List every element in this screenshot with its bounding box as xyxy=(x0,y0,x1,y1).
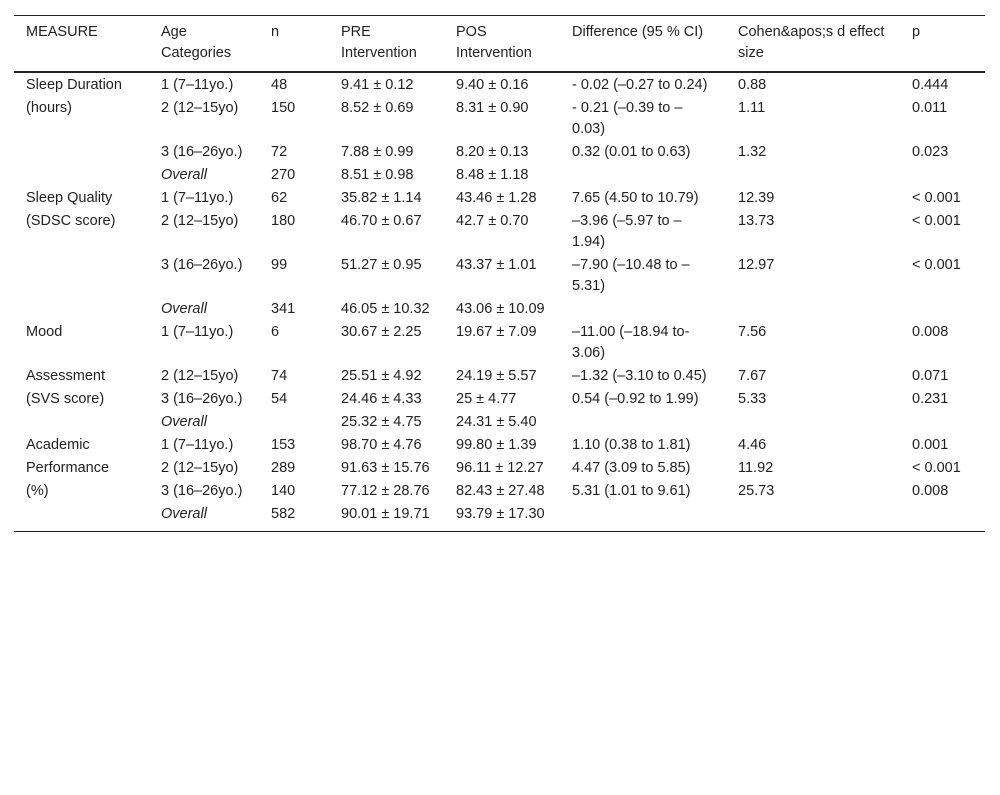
cell-age-category: 2 (12–15yo) xyxy=(161,460,239,476)
cell-p: 0.001 xyxy=(912,437,949,453)
cell-age-category: 3 (16–26yo.) xyxy=(161,257,243,273)
cell-pre: 30.67 ± 2.25 xyxy=(341,324,422,340)
cell-cohens-d xyxy=(726,503,900,532)
cell-n: 341 xyxy=(271,301,296,317)
cell-age-category: Overall xyxy=(161,414,207,430)
table-row xyxy=(14,480,985,503)
cell-pos: 24.19 ± 5.57 xyxy=(456,368,537,384)
cell-p: 0.008 xyxy=(912,324,949,340)
cell-cohens-d: 25.73 xyxy=(738,483,775,499)
cell-measure xyxy=(14,298,149,321)
cell-age-category: 1 (7–11yo.) xyxy=(161,77,234,93)
cell-age-category: 2 (12–15yo) xyxy=(161,213,239,229)
cell-measure xyxy=(14,503,149,532)
cell-measure xyxy=(14,164,149,187)
cell-cohens-d: 1.32 xyxy=(738,144,767,160)
cell-p: < 0.001 xyxy=(912,460,961,476)
cell-pre: 90.01 ± 19.71 xyxy=(341,506,430,522)
cell-age-category: 1 (7–11yo.) xyxy=(161,324,234,340)
cell-p: < 0.001 xyxy=(912,257,961,273)
cell-difference xyxy=(560,503,726,532)
table-row xyxy=(14,72,985,97)
cell-n: 99 xyxy=(271,257,288,273)
cell-age-category: 3 (16–26yo.) xyxy=(161,144,243,160)
cell-cohens-d: 13.73 xyxy=(738,213,775,229)
cell-p: 0.071 xyxy=(912,368,949,384)
cell-cohens-d: 12.97 xyxy=(738,257,775,273)
cell-age-category: Overall xyxy=(161,506,207,522)
table-row xyxy=(14,365,985,388)
cell-pre: 25.32 ± 4.75 xyxy=(341,414,422,430)
cell-pos: 24.31 ± 5.40 xyxy=(456,414,537,430)
cell-n: 270 xyxy=(271,167,296,183)
cell-difference: ‒11.00 (‒18.94 to-3.06) xyxy=(572,324,690,361)
cell-pos: 42.7 ± 0.70 xyxy=(456,213,529,229)
table-row xyxy=(14,254,985,298)
cell-age-category: 1 (7–11yo.) xyxy=(161,437,234,453)
cell-difference: 1.10 (0.38 to 1.81) xyxy=(572,437,691,453)
cell-p xyxy=(900,411,985,434)
table-row xyxy=(14,164,985,187)
cell-measure: (SDSC score) xyxy=(26,213,116,229)
cell-pos: 82.43 ± 27.48 xyxy=(456,483,545,499)
cell-difference: 7.65 (4.50 to 10.79) xyxy=(572,190,699,206)
table-row xyxy=(14,97,985,141)
cell-n: 140 xyxy=(271,483,296,499)
cell-pre: 98.70 ± 4.76 xyxy=(341,437,422,453)
cell-difference: 4.47 (3.09 to 5.85) xyxy=(572,460,691,476)
cell-p xyxy=(900,164,985,187)
cell-measure xyxy=(14,141,149,164)
cell-age-category: 3 (16–26yo.) xyxy=(161,483,243,499)
cell-difference: ‒1.32 (‒3.10 to 0.45) xyxy=(572,368,707,384)
table-row xyxy=(14,503,985,532)
cell-measure xyxy=(14,254,149,298)
cell-measure: Academic xyxy=(26,437,90,453)
cell-difference: ‒3.96 (‒5.97 to ‒1.94) xyxy=(572,213,682,250)
cell-pos: 43.37 ± 1.01 xyxy=(456,257,537,273)
results-table xyxy=(14,15,985,532)
cell-difference: 0.54 (‒0.92 to 1.99) xyxy=(572,391,699,407)
cell-p: 0.023 xyxy=(912,144,949,160)
cell-difference: ‒7.90 (‒10.48 to ‒5.31) xyxy=(572,257,690,294)
cell-p: 0.231 xyxy=(912,391,949,407)
cell-age-category: 1 (7–11yo.) xyxy=(161,190,234,206)
cell-pos: 8.31 ± 0.90 xyxy=(456,100,529,116)
col-header-cohens-d: Cohen&apos;s d effect size xyxy=(738,24,885,61)
cell-p: 0.011 xyxy=(912,100,948,116)
table-row xyxy=(14,434,985,457)
cell-pos: 25 ± 4.77 xyxy=(456,391,517,407)
cell-pre: 46.05 ± 10.32 xyxy=(341,301,430,317)
cell-p: 0.008 xyxy=(912,483,949,499)
cell-p: < 0.001 xyxy=(912,190,961,206)
col-header-difference: Difference (95 % CI) xyxy=(572,24,704,40)
cell-difference xyxy=(560,164,726,187)
cell-measure: (SVS score) xyxy=(26,391,105,407)
cell-measure: (%) xyxy=(26,483,49,499)
cell-measure: Performance xyxy=(26,460,110,476)
cell-pre: 8.51 ± 0.98 xyxy=(341,167,414,183)
cell-n: 153 xyxy=(271,437,296,453)
cell-pre: 35.82 ± 1.14 xyxy=(341,190,422,206)
table-row xyxy=(14,457,985,480)
table-row xyxy=(14,388,985,411)
table-row xyxy=(14,411,985,434)
table-row xyxy=(14,298,985,321)
header-row xyxy=(14,16,985,73)
cell-pre: 25.51 ± 4.92 xyxy=(341,368,422,384)
cell-cohens-d: 1.11 xyxy=(738,100,766,116)
table-header xyxy=(14,16,985,73)
col-header-pre-intervention: PRE Intervention xyxy=(341,24,417,61)
cell-n: 6 xyxy=(271,324,280,340)
cell-pre: 8.52 ± 0.69 xyxy=(341,100,414,116)
col-header-p: p xyxy=(912,24,921,40)
cell-n: 54 xyxy=(271,391,288,407)
cell-difference xyxy=(560,411,726,434)
cell-cohens-d: 11.92 xyxy=(738,460,774,476)
cell-p: 0.444 xyxy=(912,77,949,93)
cell-n: 289 xyxy=(271,460,296,476)
cell-pre: 91.63 ± 15.76 xyxy=(341,460,430,476)
cell-n xyxy=(259,411,329,434)
cell-pre: 46.70 ± 0.67 xyxy=(341,213,422,229)
cell-pre: 9.41 ± 0.12 xyxy=(341,77,414,93)
cell-measure: Mood xyxy=(26,324,63,340)
cell-measure: Assessment xyxy=(26,368,105,384)
table-row xyxy=(14,187,985,210)
cell-n: 582 xyxy=(271,506,296,522)
cell-measure: Sleep Quality xyxy=(26,190,113,206)
table-row xyxy=(14,210,985,254)
cell-pre: 7.88 ± 0.99 xyxy=(341,144,414,160)
cell-pos: 96.11 ± 12.27 xyxy=(456,460,544,476)
cell-n: 150 xyxy=(271,100,296,116)
cell-difference: - 0.21 (‒0.39 to ‒0.03) xyxy=(572,100,683,137)
col-header-n: n xyxy=(271,24,280,40)
cell-age-category: Overall xyxy=(161,167,207,183)
cell-p xyxy=(900,503,985,532)
cell-measure: (hours) xyxy=(26,100,72,116)
cell-age-category: Overall xyxy=(161,301,207,317)
cell-cohens-d: 5.33 xyxy=(738,391,767,407)
cell-pre: 51.27 ± 0.95 xyxy=(341,257,422,273)
table-row xyxy=(14,321,985,365)
col-header-age-categories: Age Categories xyxy=(161,24,232,61)
cell-difference: 0.32 (0.01 to 0.63) xyxy=(572,144,691,160)
col-header-measure: MEASURE xyxy=(26,24,98,40)
cell-n: 74 xyxy=(271,368,288,384)
cell-p xyxy=(900,298,985,321)
table-body xyxy=(14,72,985,532)
cell-cohens-d: 4.46 xyxy=(738,437,767,453)
cell-n: 48 xyxy=(271,77,288,93)
cell-measure xyxy=(14,411,149,434)
cell-age-category: 2 (12–15yo) xyxy=(161,368,239,384)
cell-pre: 24.46 ± 4.33 xyxy=(341,391,422,407)
cell-age-category: 3 (16–26yo.) xyxy=(161,391,243,407)
cell-difference: - 0.02 (‒0.27 to 0.24) xyxy=(572,77,708,93)
table-row xyxy=(14,141,985,164)
cell-difference xyxy=(560,298,726,321)
cell-cohens-d: 12.39 xyxy=(738,190,775,206)
cell-pos: 99.80 ± 1.39 xyxy=(456,437,537,453)
cell-cohens-d xyxy=(726,298,900,321)
cell-pos: 8.48 ± 1.18 xyxy=(456,167,529,183)
cell-cohens-d: 0.88 xyxy=(738,77,767,93)
cell-pos: 93.79 ± 17.30 xyxy=(456,506,545,522)
cell-cohens-d: 7.56 xyxy=(738,324,767,340)
cell-n: 72 xyxy=(271,144,288,160)
cell-cohens-d xyxy=(726,164,900,187)
cell-pos: 19.67 ± 7.09 xyxy=(456,324,537,340)
cell-difference: 5.31 (1.01 to 9.61) xyxy=(572,483,691,499)
cell-n: 180 xyxy=(271,213,296,229)
cell-pos: 9.40 ± 0.16 xyxy=(456,77,529,93)
cell-pos: 43.06 ± 10.09 xyxy=(456,301,545,317)
cell-pre: 77.12 ± 28.76 xyxy=(341,483,430,499)
cell-cohens-d xyxy=(726,411,900,434)
col-header-pos-intervention: POS Intervention xyxy=(456,24,532,61)
cell-measure: Sleep Duration xyxy=(26,77,122,93)
cell-p: < 0.001 xyxy=(912,213,961,229)
cell-n: 62 xyxy=(271,190,288,206)
cell-cohens-d: 7.67 xyxy=(738,368,767,384)
cell-age-category: 2 (12–15yo) xyxy=(161,100,239,116)
cell-pos: 8.20 ± 0.13 xyxy=(456,144,529,160)
cell-pos: 43.46 ± 1.28 xyxy=(456,190,537,206)
